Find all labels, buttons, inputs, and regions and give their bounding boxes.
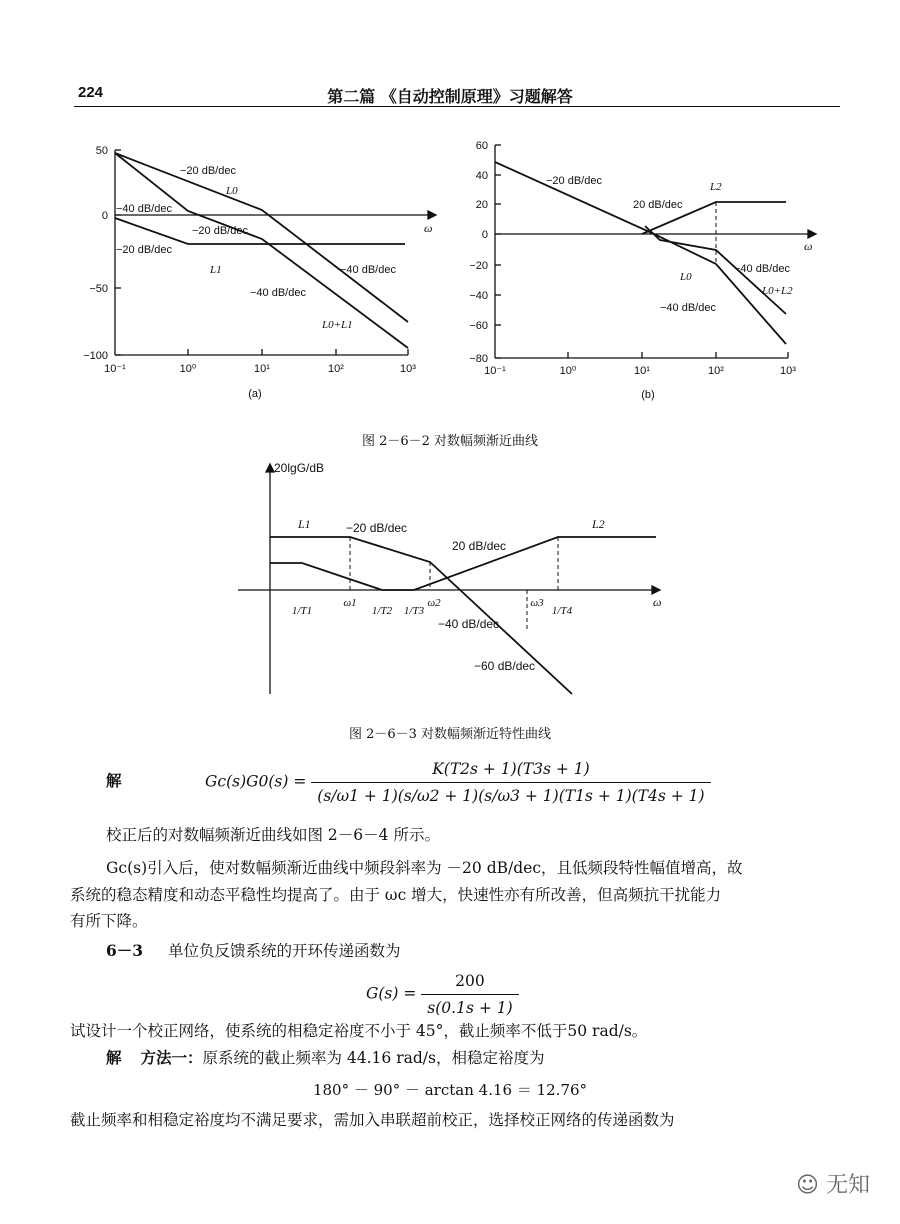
method-text: 原系统的截止频率为 44.16 rad/s，相稳定裕度为 (202, 1049, 545, 1067)
problem-number: 6－3 (106, 941, 144, 960)
eq1-numerator: K(T2s + 1)(T3s + 1) (432, 760, 590, 778)
eq1-denominator: (s/ω1 + 1)(s/ω2 + 1)(s/ω3 + 1)(T1s + 1)(T4s + 1) (311, 782, 710, 807)
paragraph: 有所下降。 (70, 912, 148, 930)
tick-omega2: ω2 (427, 597, 441, 609)
x-axis-label: ω (653, 595, 662, 609)
equation-3: 180° － 90° － arctan 4.16 ＝ 12.76° (312, 1081, 588, 1099)
x-tick: 10⁰ (179, 363, 197, 375)
slope-label: −40 dB/dec (116, 203, 172, 215)
x-tick: 10⁻¹ (104, 363, 126, 375)
method-label: 方法一： (140, 1048, 203, 1067)
eq2-denominator: s(0.1s + 1) (421, 994, 518, 1019)
figure-2-6-3 (230, 456, 670, 700)
y-tick: −20 (469, 260, 488, 272)
slope-label: −20 dB/dec (346, 521, 408, 535)
x-tick: 10³ (400, 363, 416, 375)
slope-label: −40 dB/dec (438, 617, 500, 631)
eq1-lhs: Gc(s)G0(s) = (205, 772, 307, 791)
panel-label: (a) (248, 388, 262, 400)
slope-label: −20 dB/dec (116, 244, 172, 256)
y-tick: −60 (469, 320, 488, 332)
slope-label: −40 dB/dec (734, 263, 790, 275)
watermark-text: 无知 (825, 1173, 870, 1198)
solution-mark: 解 (106, 771, 122, 790)
x-tick: 10³ (780, 365, 796, 377)
tick-1-over-T1: 1/T1 (291, 605, 313, 617)
slope-label: 20 dB/dec (452, 539, 507, 553)
label-L0-plus-L1: L0+L1 (322, 319, 353, 331)
method-line (106, 1047, 544, 1069)
y-tick: −40 (469, 290, 488, 302)
tick-1-over-T2: 1/T2 (371, 605, 393, 617)
paragraph: 截止频率和相稳定裕度均不满足要求，需加入串联超前校正，选择校正网络的传递函数为 (70, 1111, 675, 1129)
y-tick: 20 (475, 199, 488, 211)
curve-L1 (115, 218, 405, 244)
slope-label: −40 dB/dec (340, 264, 396, 276)
y-tick: −80 (469, 353, 488, 365)
x-axis-label: ω (804, 239, 813, 253)
slope-label: −20 dB/dec (180, 165, 236, 177)
y-tick: 60 (475, 140, 488, 152)
y-tick: 0 (481, 229, 488, 241)
x-tick: 10⁻¹ (484, 365, 506, 377)
paragraph: 系统的稳态精度和动态平稳性均提高了。由于 ωc 增大，快速性亦有所改善，但高频抗干扰能力 (70, 886, 722, 904)
x-tick: 10² (708, 365, 724, 377)
label-L2: L2 (710, 181, 722, 193)
y-axis-label: 20lgG/dB (274, 461, 325, 475)
tick-1-over-T3: 1/T3 (403, 605, 425, 617)
slope-label: 20 dB/dec (633, 199, 683, 211)
paragraph: Gc(s)引入后，使对数幅频渐近曲线中频段斜率为 －20 dB/dec，且低频段特性幅值增高，故 (106, 859, 743, 877)
solution-mark: 解 (106, 1048, 122, 1067)
paragraph: 试设计一个校正网络，使系统的相稳定裕度不小于 45°，截止频率不低于50 rad/s。 (70, 1022, 648, 1040)
figure-2-6-2b (450, 136, 830, 402)
y-tick: 0 (101, 210, 108, 222)
label-L0-plus-L2: L0+L2 (762, 285, 793, 297)
label-L0: L0 (680, 271, 692, 283)
slope-label: −60 dB/dec (474, 659, 536, 673)
paragraph: 校正后的对数幅频渐近曲线如图 2－6－4 所示。 (106, 826, 440, 844)
tick-omega1: ω1 (343, 597, 357, 609)
problem-heading (106, 940, 401, 962)
header-rule (74, 106, 840, 107)
panel-label: (b) (641, 389, 655, 401)
label-L0: L0 (226, 185, 238, 197)
tick-omega3: ω3 (530, 597, 544, 609)
running-head: 第二篇 《自动控制原理》习题解答 (327, 87, 573, 106)
x-tick: 10¹ (634, 365, 650, 377)
x-tick: 10⁰ (559, 365, 577, 377)
y-tick: −100 (83, 350, 108, 362)
page-number: 224 (78, 84, 104, 101)
figure-caption: 图 2－6－2 对数幅频渐近曲线 (361, 434, 539, 449)
problem-text: 单位负反馈系统的开环传递函数为 (168, 942, 401, 960)
slope-label: −20 dB/dec (192, 225, 248, 237)
eq2-lhs: G(s) = (366, 984, 417, 1003)
watermark (796, 1168, 870, 1199)
curve-L0 (495, 162, 786, 344)
x-axis-label: ω (424, 221, 433, 235)
wechat-icon: ☺ (796, 1173, 819, 1198)
curve-L1-low (270, 563, 382, 590)
page-header (0, 84, 900, 106)
x-tick: 10¹ (254, 363, 270, 375)
y-tick: −50 (89, 283, 108, 295)
slope-label: −20 dB/dec (546, 175, 602, 187)
y-tick: 40 (475, 170, 488, 182)
slope-label: −40 dB/dec (250, 287, 306, 299)
label-L1: L1 (210, 264, 222, 276)
x-tick: 10² (328, 363, 344, 375)
tick-1-over-T4: 1/T4 (551, 605, 573, 617)
curve-L2 (382, 537, 656, 590)
eq2-numerator: 200 (455, 972, 485, 990)
label-L2: L2 (592, 517, 605, 531)
figure-2-6-2a (70, 140, 440, 402)
figure-caption: 图 2－6－3 对数幅频渐近特性曲线 (348, 727, 552, 742)
label-L1: L1 (298, 517, 311, 531)
equation-2 (366, 970, 519, 1019)
slope-label: −40 dB/dec (660, 302, 716, 314)
equation-1 (205, 758, 711, 807)
y-tick: 50 (95, 145, 108, 157)
